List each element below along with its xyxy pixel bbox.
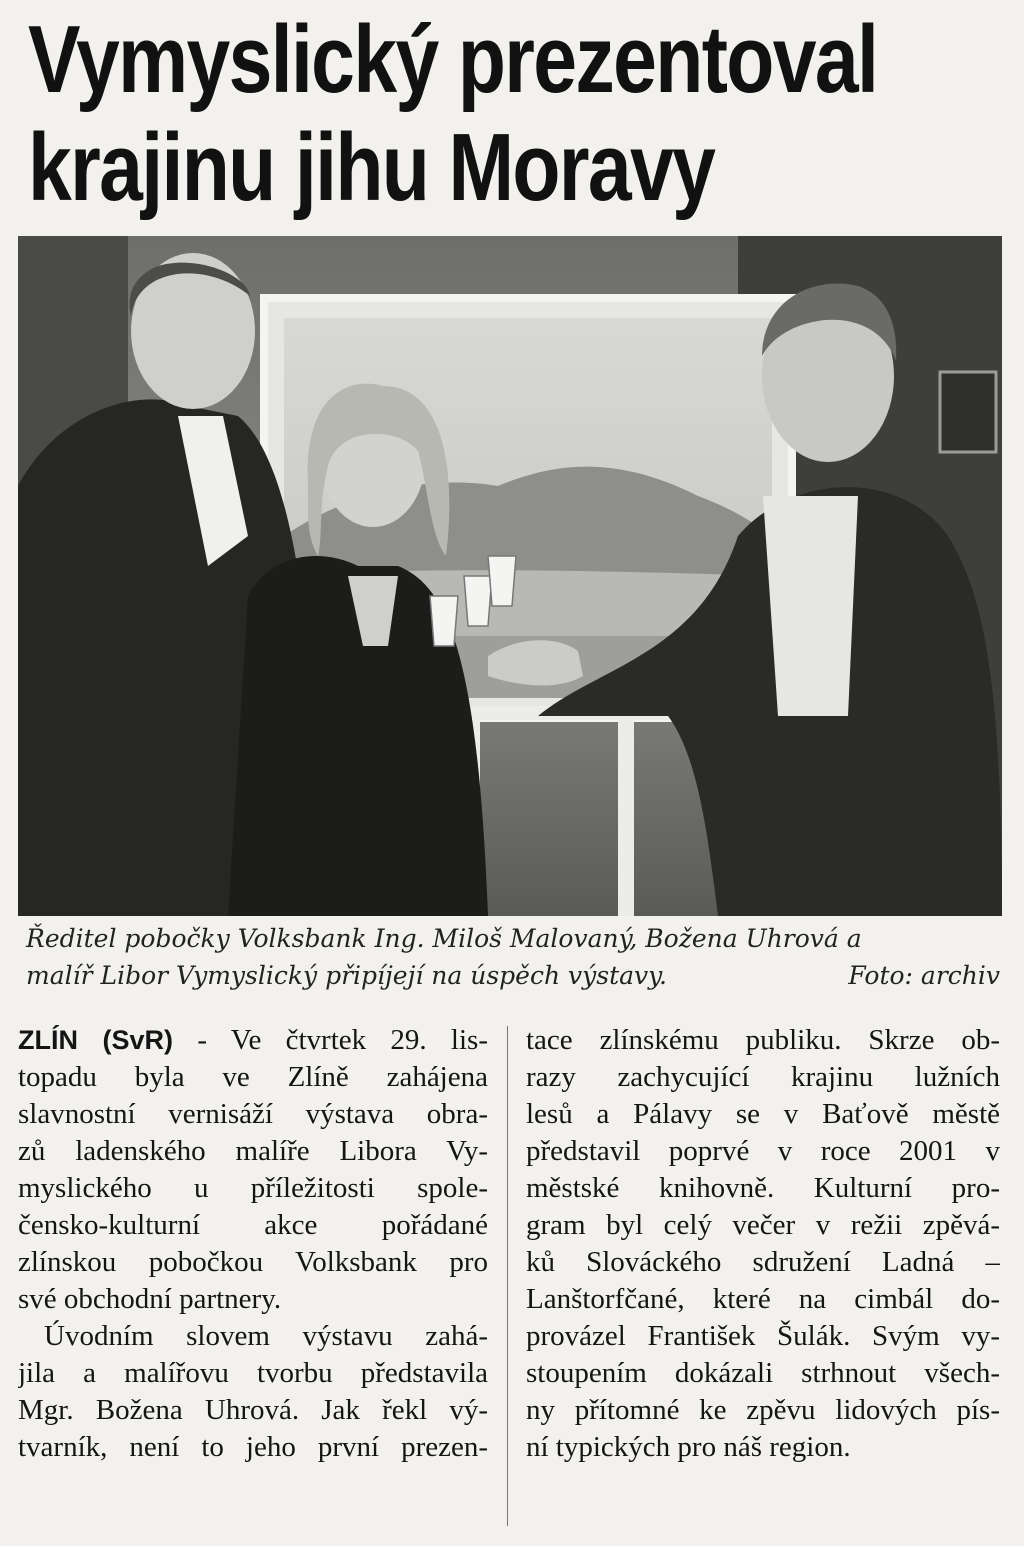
article-line: tace zlínskému publiku. Skrze ob-	[526, 1024, 1000, 1056]
article-line: ků Slováckého sdružení Ladná –	[526, 1246, 1000, 1278]
article-dateline: ZLÍN (SvR)	[18, 1025, 174, 1055]
article-line: stoupením dokázali strhnout všech-	[526, 1357, 1000, 1389]
article-line: své obchodní partnery.	[18, 1283, 282, 1315]
article-body	[0, 1022, 1024, 1542]
caption-line-2: malíř Libor Vymyslický připíjejí na úspěch výstavy.	[26, 961, 667, 990]
article-line: ní typických pro náš region.	[526, 1431, 851, 1463]
article-line: topadu byla ve Zlíně zahájena	[18, 1061, 488, 1093]
article-line: tvarník, není to jeho první prezen-	[18, 1431, 488, 1463]
article-line: razy zachycující krajinu lužních	[526, 1061, 1000, 1093]
article-line: ZLÍN (SvR) - Ve čtvrtek 29. lis-	[18, 1024, 488, 1056]
article-line: ny přítomné ke zpěvu lidových pís-	[526, 1394, 1000, 1426]
article-line: slavnostní vernisáží výstava obra-	[18, 1098, 488, 1130]
article-line: Mgr. Božena Uhrová. Jak řekl vý-	[18, 1394, 488, 1426]
caption-line-1: Ředitel pobočky Volksbank Ing. Miloš Malovaný, Božena Uhrová a	[26, 924, 862, 953]
column-divider	[507, 1026, 508, 1526]
article-line: Úvodním slovem výstavu zahá-	[44, 1320, 488, 1352]
article-line: představil poprvé v roce 2001 v	[526, 1135, 1000, 1167]
article-photo	[18, 236, 1002, 916]
article-line: myslického u příležitosti spole-	[18, 1172, 488, 1204]
headline-line-2: krajinu jihu Moravy	[28, 114, 715, 221]
headline-line-1: Vymyslický prezentoval	[28, 6, 878, 113]
article-line: jila a malířovu tvorbu představila	[18, 1357, 488, 1389]
article-line: městské knihovně. Kulturní pro-	[526, 1172, 1000, 1204]
article-headline	[28, 6, 878, 222]
article-line: Lanštorfčané, které na cimbál do-	[526, 1283, 1000, 1315]
article-column-right	[526, 1022, 1000, 1466]
photo-caption	[26, 920, 1000, 994]
article-line: čensko-kulturní akce pořádané	[18, 1209, 488, 1241]
article-line: gram byl celý večer v režii zpěvá-	[526, 1209, 1000, 1241]
article-line: provázel František Šulák. Svým vy-	[526, 1320, 1000, 1352]
photo-credit: Foto: archiv	[848, 961, 1000, 990]
article-line: zů ladenského malíře Libora Vy-	[18, 1135, 488, 1167]
article-column-left	[18, 1022, 488, 1466]
article-line: lesů a Pálavy se v Baťově městě	[526, 1098, 1000, 1130]
article-line: zlínskou pobočkou Volksbank pro	[18, 1246, 488, 1278]
